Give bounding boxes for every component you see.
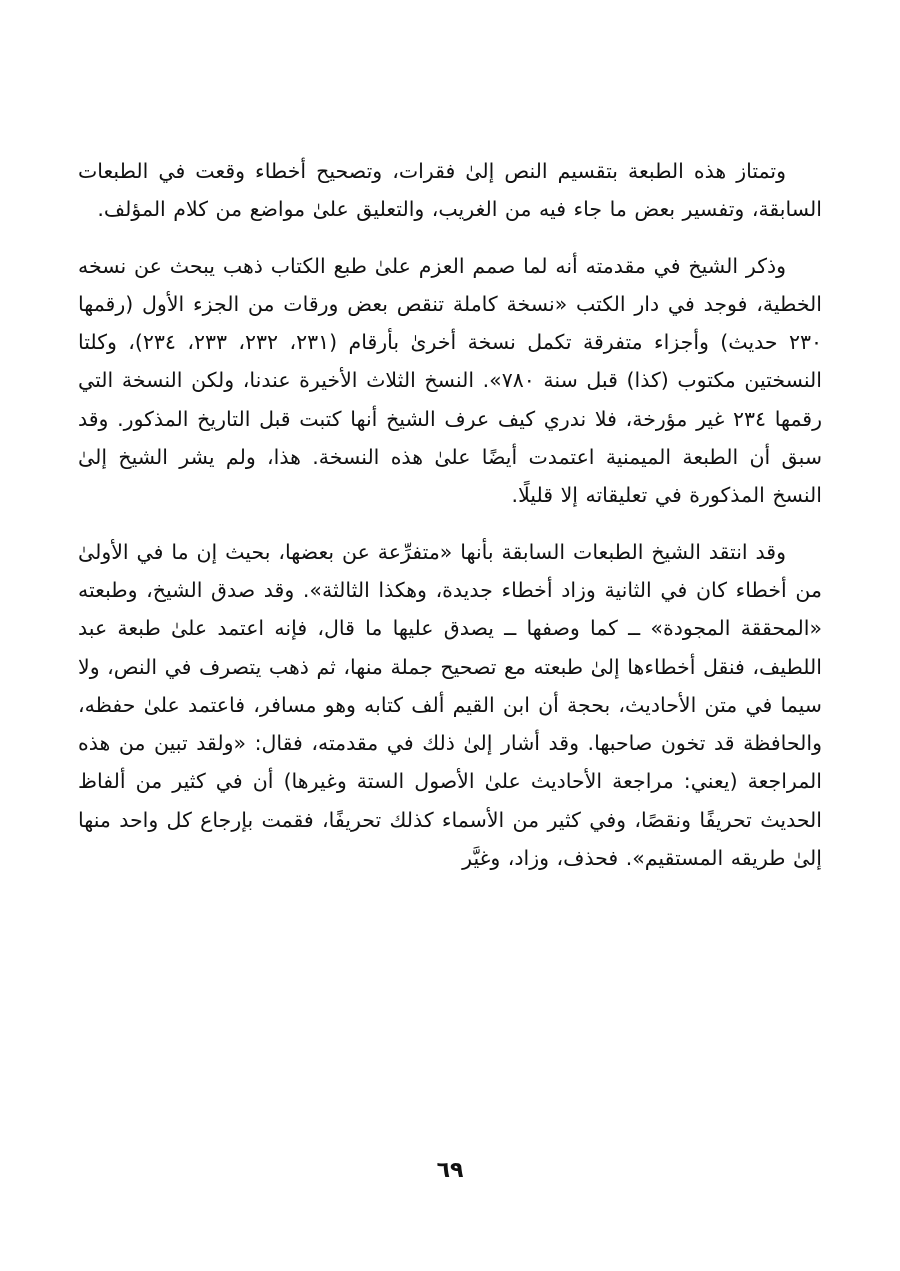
paragraph-2: وذكر الشيخ في مقدمته أنه لما صمم العزم علىٰ طبع الكتاب ذهب يبحث عن نسخه الخطية، فوجد في دار الكتب «نسخة كاملة تنقص بعض ورقات من الجزء الأول (رقمها ٢٣٠ حديث) وأجزاء متفرقة تكمل نسخة أخرىٰ بأرقام (٢٣١، ٢٣٢، ٢٣٣، ٢٣٤)، وكلتا النسختين مكتوب (كذا) قبل سنة ٧٨٠». النسخ الثلاث الأخيرة عندنا، ولكن النسخة التي رقمها ٢٣٤ غير مؤرخة، فلا ندري كيف عرف الشيخ أنها كتبت قبل التاريخ المذكور. وقد سبق أن الطبعة الميمنية اعتمدت أيضًا علىٰ هذه النسخة. هذا، ولم يشر الشيخ إلىٰ النسخ المذكورة في تعليقاته إلا قليلًا.	[78, 253, 823, 508]
paragraph-3: وقد انتقد الشيخ الطبعات السابقة بأنها «متفرِّعة عن بعضها، بحيث إن ما في الأولىٰ من أخطاء كان في الثانية وزاد أخطاء جديدة، وهكذا الثالثة». وقد صدق الشيخ، وطبعته «المحققة المجودة» ــ كما وصفها ــ يصدق عليها ما قال، فإنه اعتمد علىٰ طبعة عبد اللطيف، فنقل أخطاءها إلىٰ طبعته مع تصحيح جملة منها، ثم ذهب يتصرف في النص، ولا سيما في متن الأحاديث، بحجة أن ابن القيم ألف كتابه وهو مسافر، فاعتمد علىٰ حفظه، والحافظة قد تخون صاحبها. وقد أشار إلىٰ ذلك في مقدمته، فقال: «ولقد تبين من هذه المراجعة (يعني: مراجعة الأحاديث علىٰ الأصول الستة وغيرها) أن في كثير من ألفاظ الحديث تحريفًا ونقصًا، وفي كثير من الأسماء كذلك تحريفًا، فقمت بإرجاع كل واحد منها إلىٰ طريقه المستقيم». فحذف، وزاد، وغيَّر	[78, 539, 822, 871]
page-number: ٦٩	[436, 1158, 464, 1183]
body-text	[78, 152, 822, 895]
paragraph-1: وتمتاز هذه الطبعة بتقسيم النص إلىٰ فقرات، وتصحيح أخطاء وقعت في الطبعات السابقة، وتفسير بعض ما جاء فيه من الغريب، والتعليق علىٰ مواضع من كلام المؤلف.	[78, 159, 822, 222]
